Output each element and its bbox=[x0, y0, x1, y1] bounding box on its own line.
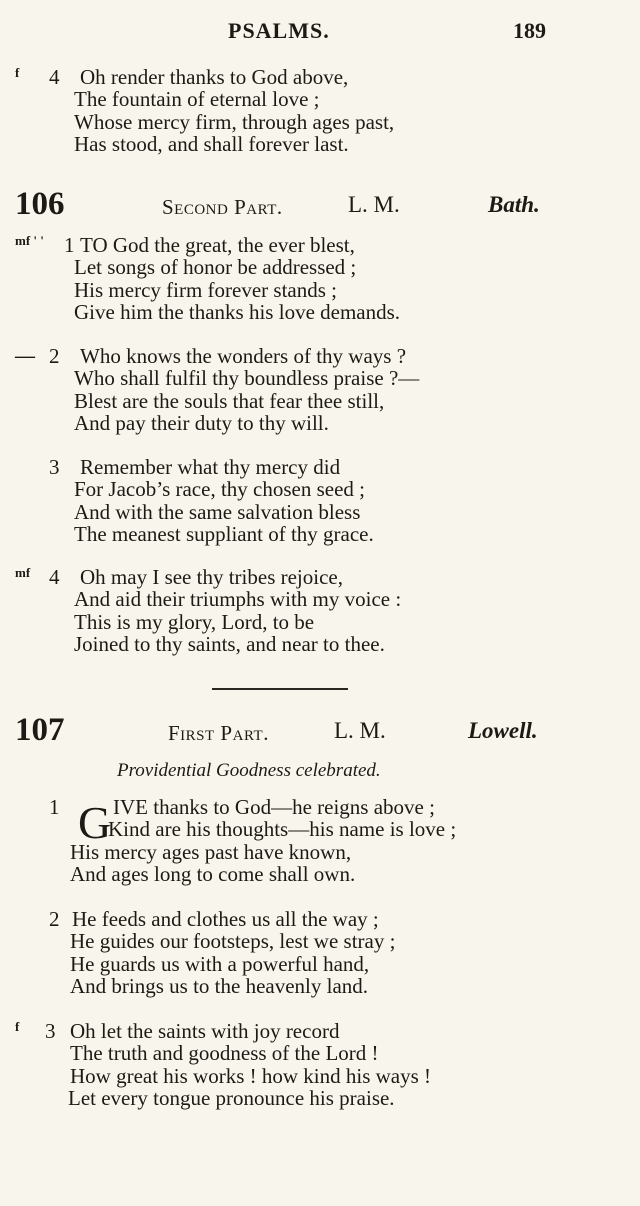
verse-line bbox=[0, 390, 640, 412]
hymn-meter: L. M. bbox=[334, 718, 386, 743]
verse-line bbox=[0, 256, 640, 278]
verse-text: Whose mercy firm, through ages past, bbox=[74, 109, 395, 134]
verse-text: Remember what thy mercy did bbox=[80, 455, 341, 479]
verse-line bbox=[0, 566, 640, 588]
stanza-number: 1 bbox=[64, 233, 75, 257]
hymn-tune: Lowell. bbox=[468, 718, 538, 743]
drop-cap: G bbox=[78, 797, 112, 848]
verse-text: Let songs of honor be addressed ; bbox=[74, 255, 357, 280]
verse-text: He feeds and clothes us all the way ; bbox=[72, 907, 379, 931]
dynamic-mark: mf bbox=[15, 565, 31, 580]
verse-text: His mercy ages past have known, bbox=[70, 839, 352, 864]
verse-text: IVE thanks to God—he reigns above ; bbox=[113, 795, 435, 819]
verse-text: How great his works ! how kind his ways ! bbox=[70, 1063, 432, 1088]
verse-line bbox=[0, 66, 640, 88]
verse-text: Joined to thy saints, and near to thee. bbox=[74, 631, 385, 656]
verse-text: And brings us to the heavenly land. bbox=[70, 973, 369, 998]
stanza-number: 4 bbox=[49, 65, 60, 89]
verse-text: Has stood, and shall forever last. bbox=[74, 131, 349, 156]
stanza-number: 4 bbox=[49, 565, 60, 589]
stanza-number: 3 bbox=[45, 1019, 56, 1043]
stanza-107-3 bbox=[0, 1020, 640, 1109]
section-divider bbox=[212, 688, 348, 690]
stanza-106-2 bbox=[0, 345, 640, 434]
verse-line bbox=[0, 841, 640, 863]
dynamic-mark: mf ' ' bbox=[15, 233, 44, 248]
verse-line bbox=[0, 975, 640, 997]
verse-text: TO God the great, the ever blest, bbox=[80, 233, 355, 257]
verse-line bbox=[0, 133, 640, 155]
verse-line bbox=[0, 588, 640, 610]
verse-text: For Jacob’s race, thy chosen seed ; bbox=[74, 477, 365, 502]
verse-line bbox=[0, 796, 640, 818]
verse-text: Who shall fulfil thy boundless praise ?— bbox=[74, 366, 420, 391]
hymn-tune: Bath. bbox=[488, 192, 540, 217]
running-title: PSALMS. bbox=[228, 18, 330, 43]
verse-text: He guards us with a powerful hand, bbox=[70, 951, 370, 976]
hymn-subtitle: Providential Goodness celebrated. bbox=[117, 760, 381, 781]
verse-text: Oh may I see thy tribes rejoice, bbox=[80, 565, 343, 589]
verse-line bbox=[0, 478, 640, 500]
verse-text: The fountain of eternal love ; bbox=[74, 87, 320, 112]
verse-line bbox=[0, 367, 640, 389]
stanza-106-4 bbox=[0, 566, 640, 655]
verse-line bbox=[0, 1042, 640, 1064]
stanza-107-1 bbox=[0, 796, 640, 885]
verse-line bbox=[0, 611, 640, 633]
verse-line bbox=[0, 1087, 640, 1109]
hymn-part: First Part. bbox=[168, 721, 269, 745]
verse-line bbox=[0, 1065, 640, 1087]
verse-line bbox=[0, 1020, 640, 1042]
verse-text: His mercy firm forever stands ; bbox=[74, 277, 338, 302]
verse-line bbox=[0, 412, 640, 434]
hymn-number: 106 bbox=[15, 186, 65, 222]
verse-text: And aid their triumphs with my voice : bbox=[74, 587, 402, 612]
dynamic-mark: f bbox=[15, 65, 20, 80]
verse-line bbox=[0, 818, 640, 840]
dynamic-mark: — bbox=[15, 345, 35, 367]
verse-text: Let every tongue pronounce his praise. bbox=[68, 1085, 395, 1110]
verse-text: The truth and goodness of the Lord ! bbox=[70, 1041, 379, 1066]
verse-text: Oh let the saints with joy record bbox=[70, 1019, 340, 1043]
hymn-part: Second Part. bbox=[162, 195, 283, 219]
verse-text: Who knows the wonders of thy ways ? bbox=[80, 344, 407, 368]
verse-line bbox=[0, 501, 640, 523]
verse-line bbox=[0, 953, 640, 975]
verse-text: The meanest suppliant of thy grace. bbox=[74, 521, 374, 546]
verse-text: And with the same salvation bless bbox=[74, 499, 361, 524]
verse-line bbox=[0, 234, 640, 256]
stanza-number: 2 bbox=[49, 344, 60, 368]
verse-text: He guides our footsteps, lest we stray ; bbox=[70, 929, 396, 954]
stanza-106-1 bbox=[0, 234, 640, 323]
verse-line bbox=[0, 908, 640, 930]
hymn-106-heading bbox=[0, 186, 640, 226]
verse-text: And pay their duty to thy will. bbox=[74, 410, 329, 435]
verse-text: Blest are the souls that fear thee still, bbox=[74, 388, 385, 413]
hymn-number: 107 bbox=[15, 712, 65, 748]
verse-text: Oh render thanks to God above, bbox=[80, 65, 349, 89]
running-head bbox=[0, 18, 640, 48]
stanza-106-3 bbox=[0, 456, 640, 545]
hymn-107-heading bbox=[0, 712, 640, 752]
stanza-107-2 bbox=[0, 908, 640, 997]
verse-line bbox=[0, 279, 640, 301]
verse-text: Give him the thanks his love demands. bbox=[74, 299, 401, 324]
verse-text: Kind are his thoughts—his name is love ; bbox=[108, 817, 457, 842]
verse-line bbox=[0, 863, 640, 885]
verse-line bbox=[0, 88, 640, 110]
verse-line bbox=[0, 456, 640, 478]
dynamic-mark: f bbox=[15, 1019, 20, 1034]
stanza-number: 1 bbox=[49, 795, 60, 819]
verse-line bbox=[0, 111, 640, 133]
verse-line bbox=[0, 301, 640, 323]
page-number: 189 bbox=[513, 18, 546, 43]
hymn-meter: L. M. bbox=[348, 192, 400, 217]
stanza-number: 2 bbox=[49, 907, 60, 931]
verse-text: And ages long to come shall own. bbox=[70, 861, 356, 886]
verse-line bbox=[0, 633, 640, 655]
verse-line bbox=[0, 345, 640, 367]
stanza-top-4 bbox=[0, 66, 640, 155]
verse-text: This is my glory, Lord, to be bbox=[74, 609, 315, 634]
stanza-number: 3 bbox=[49, 455, 60, 479]
verse-line bbox=[0, 930, 640, 952]
verse-line bbox=[0, 523, 640, 545]
